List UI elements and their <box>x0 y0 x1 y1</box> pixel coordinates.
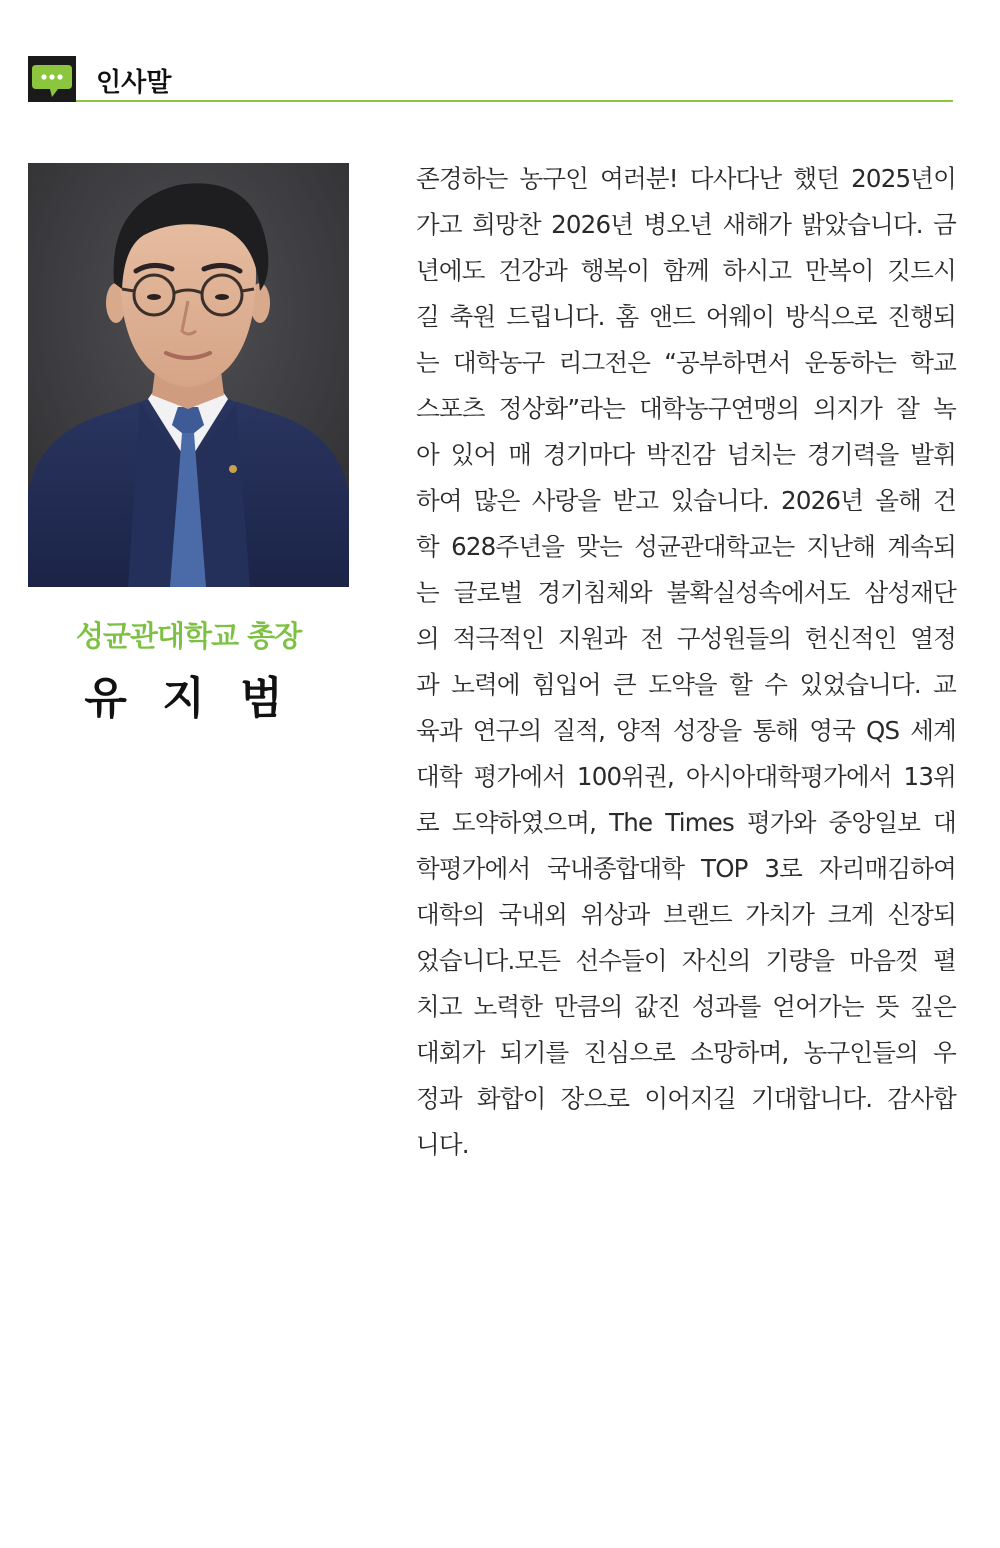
section-title: 인사말 <box>96 68 172 98</box>
message-line: 아 있어 매 경기마다 박진감 넘치는 경기력을 발휘 <box>416 440 956 469</box>
person-name: 유 지 범 <box>84 673 293 724</box>
message-line: 었습니다.모든 선수들이 자신의 기량을 마음껏 펼 <box>416 946 956 975</box>
message-line: 정과 화합이 장으로 이어지길 기대합니다. 감사합 <box>416 1084 956 1113</box>
message-line: 대학의 국내외 위상과 브랜드 가치가 크게 신장되 <box>416 900 956 929</box>
message-line: 대학 평가에서 100위권, 아시아대학평가에서 13위 <box>416 762 956 791</box>
message-line: 치고 노력한 만큼의 값진 성과를 얻어가는 뜻 깊은 <box>416 992 956 1021</box>
message-line: 스포츠 정상화”라는 대학농구연맹의 의지가 잘 녹 <box>416 394 956 423</box>
message-line: 는 글로벌 경기침체와 불확실성속에서도 삼성재단 <box>416 578 956 607</box>
header-divider <box>76 100 953 102</box>
message-line: 존경하는 농구인 여러분! 다사다난 했던 2025년이 <box>416 164 956 193</box>
greeting-message <box>416 156 956 1168</box>
message-line: 의 적극적인 지원과 전 구성원들의 헌신적인 열정 <box>416 624 956 653</box>
message-line: 년에도 건강과 행복이 함께 하시고 만복이 깃드시 <box>416 256 956 285</box>
message-line: 는 대학농구 리그전은 “공부하면서 운동하는 학교 <box>416 348 956 377</box>
message-line: 길 축원 드립니다. 홈 앤드 어웨이 방식으로 진행되 <box>416 302 956 331</box>
speech-bubble-icon <box>28 56 76 102</box>
message-line: 육과 연구의 질적, 양적 성장을 통해 영국 QS 세계 <box>416 716 956 745</box>
message-line: 니다. <box>416 1130 469 1159</box>
portrait-photo <box>28 163 349 587</box>
message-line: 하여 많은 사랑을 받고 있습니다. 2026년 올해 건 <box>416 486 956 515</box>
organization-title: 성균관대학교 총장 <box>75 619 302 653</box>
section-header <box>28 56 953 102</box>
message-line: 대회가 되기를 진심으로 소망하며, 농구인들의 우 <box>416 1038 956 1067</box>
message-line: 과 노력에 힘입어 큰 도약을 할 수 있었습니다. 교 <box>416 670 956 699</box>
message-line: 학 628주년을 맞는 성균관대학교는 지난해 계속되 <box>416 532 956 561</box>
message-line: 학평가에서 국내종합대학 TOP 3로 자리매김하여 <box>416 854 956 883</box>
message-line: 가고 희망찬 2026년 병오년 새해가 밝았습니다. 금 <box>416 210 956 239</box>
message-line: 로 도약하였으며, The Times 평가와 중앙일보 대 <box>416 808 956 837</box>
